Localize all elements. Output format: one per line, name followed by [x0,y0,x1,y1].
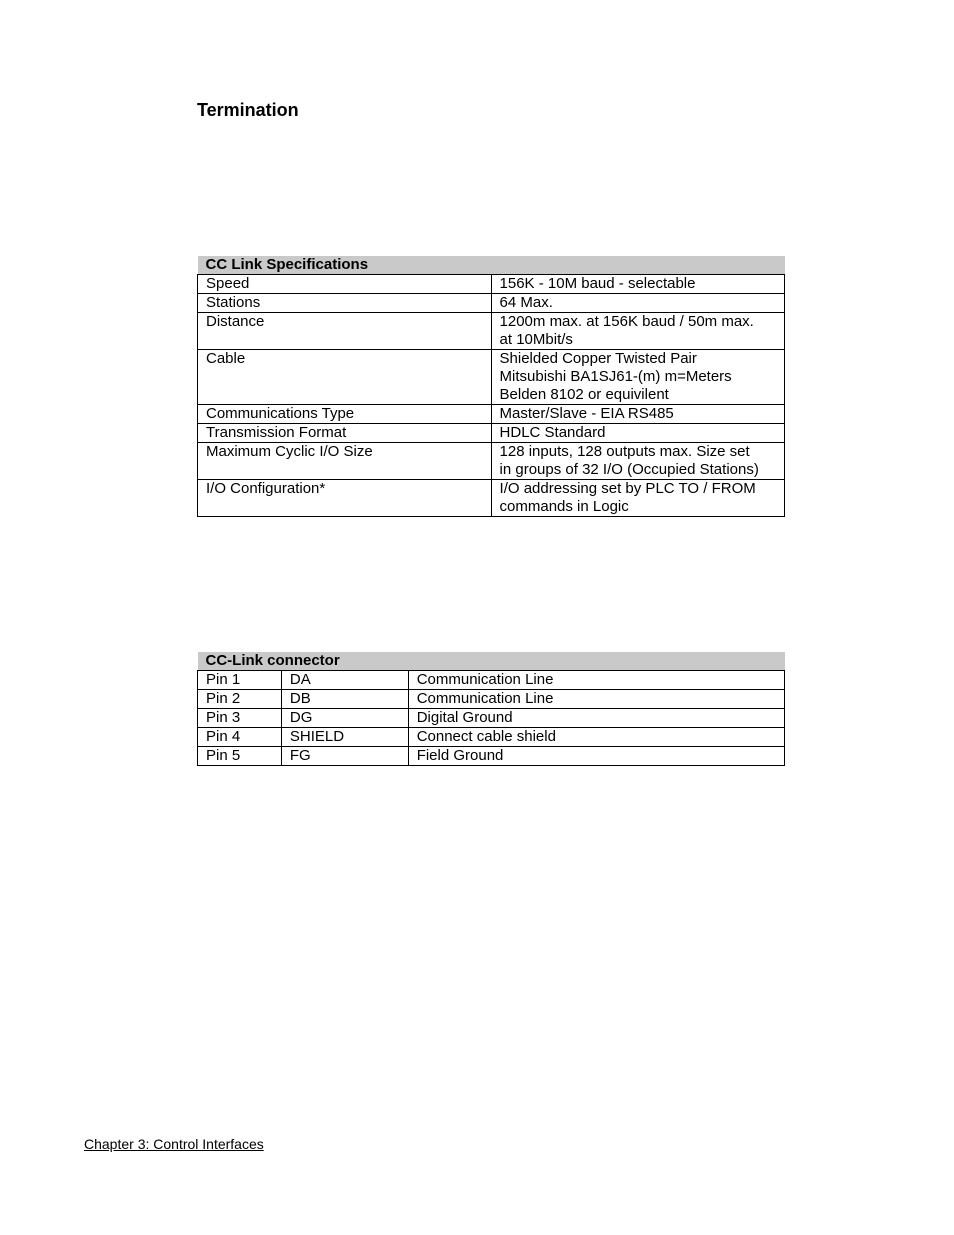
spec-value-line: 128 inputs, 128 outputs max. Size set [499,443,750,460]
spec-value [491,350,784,405]
table-row [198,294,785,313]
description-cell: Field Ground [408,747,784,766]
spec-value [491,405,784,424]
table-title: CC-Link connector [198,652,785,671]
spec-value [491,443,784,480]
description-cell: Communication Line [408,671,784,690]
spec-value-line: 156K - 10M baud - selectable [499,275,696,292]
spec-value [491,275,784,294]
signal-cell: DB [281,690,408,709]
spec-value-line: HDLC Standard [499,424,606,441]
spec-value-line: at 10Mbit/s [499,331,573,348]
page-footer: Chapter 3: Control Interfaces [84,1136,264,1152]
signal-cell: SHIELD [281,728,408,747]
table-row [198,275,785,294]
pin-cell: Pin 1 [198,671,282,690]
table-row [198,728,785,747]
spec-value-line: I/O addressing set by PLC TO / FROM [499,480,756,497]
signal-cell: DG [281,709,408,728]
description-cell: Digital Ground [408,709,784,728]
spec-label: Maximum Cyclic I/O Size [198,443,492,480]
spec-value [491,313,784,350]
table-title: CC Link Specifications [198,256,785,275]
cc-link-connector-table [197,652,785,766]
table-row [198,313,785,350]
spec-label: Distance [198,313,492,350]
signal-cell: DA [281,671,408,690]
spec-label: Transmission Format [198,424,492,443]
spec-value [491,294,784,313]
spec-value [491,480,784,517]
spec-value-line: Shielded Copper Twisted Pair [499,350,697,367]
spec-value-line: commands in Logic [499,498,629,515]
section-title: Termination [197,100,299,120]
pin-cell: Pin 2 [198,690,282,709]
description-cell: Connect cable shield [408,728,784,747]
table-header-row [198,256,785,275]
spec-value-line: in groups of 32 I/O (Occupied Stations) [499,461,759,478]
spec-value-line: Mitsubishi BA1SJ61-(m) m=Meters [499,368,732,385]
table-row [198,405,785,424]
spec-value-line: 64 Max. [499,294,553,311]
cc-link-specifications-table [197,256,785,517]
spec-label: Speed [198,275,492,294]
spec-value [491,424,784,443]
table-row [198,350,785,405]
table-row [198,747,785,766]
spec-label: Cable [198,350,492,405]
pin-cell: Pin 4 [198,728,282,747]
spec-label: I/O Configuration* [198,480,492,517]
spec-label: Stations [198,294,492,313]
spec-value-line: 1200m max. at 156K baud / 50m max. [499,313,754,330]
description-cell: Communication Line [408,690,784,709]
table-row [198,443,785,480]
spec-value-line: Master/Slave - EIA RS485 [499,405,674,422]
table-row [198,480,785,517]
pin-cell: Pin 3 [198,709,282,728]
table-row [198,709,785,728]
table-row [198,424,785,443]
signal-cell: FG [281,747,408,766]
spec-label: Communications Type [198,405,492,424]
table-row [198,690,785,709]
pin-cell: Pin 5 [198,747,282,766]
table-row [198,671,785,690]
table-header-row [198,652,785,671]
spec-value-line: Belden 8102 or equivilent [499,386,669,403]
